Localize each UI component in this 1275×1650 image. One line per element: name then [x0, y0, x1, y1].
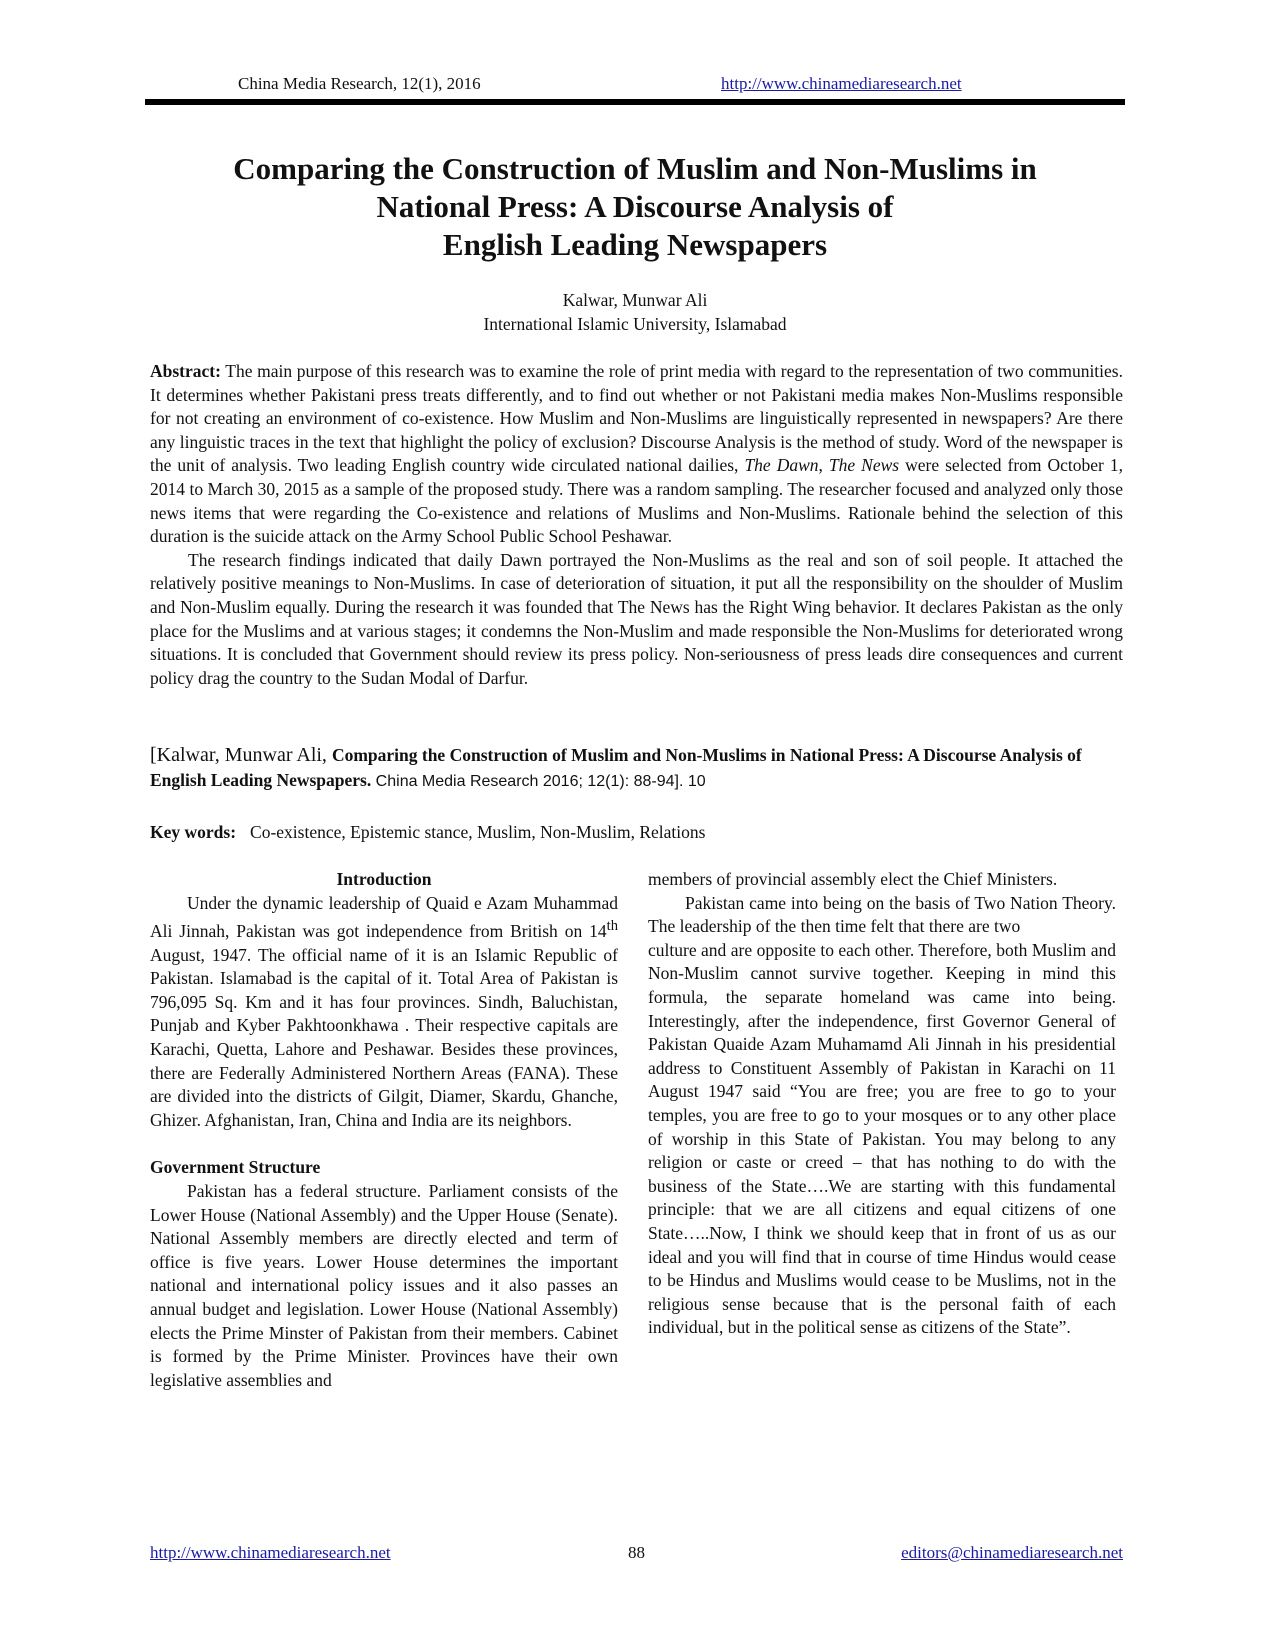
abstract-label: Abstract:: [150, 361, 221, 381]
left-column: [150, 868, 618, 1392]
footer-url-link[interactable]: http://www.chinamediaresearch.net: [150, 1543, 391, 1562]
citation-source: China Media Research 2016; 12(1): 88-94]. 10: [371, 773, 706, 790]
page-number: 88: [628, 1543, 645, 1562]
author-block: [145, 288, 1125, 336]
abstract-text: ,: [818, 455, 829, 476]
abstract-text: The main purpose of this research was to examine the role of print media with regard to the representation of two communities. It determines whether Pakistani press treats differently, and to find out whether or not Pakistani media makes Non-Muslims responsible for not creating an environment of co-existence. How Muslim and Non-Muslims are linguistically represented in newspapers? Are there any linguistic traces in the text that highlight the policy of exclusion? Discourse Analysis is the method of study. Word of the newspaper is the unit of analysis. Two leading English country wide circulated national dailies,: [150, 361, 1123, 476]
keywords-text: Co-existence, Epistemic stance, Muslim, Non-Muslim, Relations: [250, 822, 706, 842]
keywords: [150, 822, 1123, 843]
header-rule: [145, 99, 1125, 105]
title-line-2: National Press: A Discourse Analysis of: [376, 189, 894, 224]
abstract-paragraph-1: [150, 360, 1123, 549]
introduction-paragraph: [150, 892, 618, 1133]
page-footer: [150, 1543, 1123, 1567]
newspaper-news: The News: [828, 455, 900, 476]
keywords-label: Key words:: [150, 822, 237, 842]
abstract: [150, 360, 1123, 690]
citation-title: Comparing the Construction of Muslim and Non-Muslims in National Press: A Discourse Analysis of English Leading Newspapers.: [150, 745, 1082, 790]
intro-text: Under the dynamic leadership of Quaid e Azam Muhammad Ali Jinnah, Pakistan was got independence from British on 14: [150, 892, 618, 942]
header-url-link[interactable]: http://www.chinamediaresearch.net: [721, 74, 962, 93]
title-line-3: English Leading Newspapers: [442, 227, 828, 262]
continued-paragraph: members of provincial assembly elect the Chief Ministers.: [648, 869, 1058, 889]
right-column: [648, 868, 1116, 1340]
abstract-text: were selected from October 1, 2014 to March 30, 2015 as a sample of the proposed study. There was a random sampling. The researcher focused and analyzed only those news items that were regarding the Co-existence and relations of Muslims and Non-Muslims. Rationale behind the selection of this duration is the suicide attack on the Army School Public School Peshawar.: [150, 455, 1124, 547]
introduction-heading: Introduction: [336, 869, 432, 889]
author-affiliation: International Islamic University, Islamabad: [483, 314, 787, 334]
running-header: [145, 74, 1125, 98]
newspaper-dawn: The Dawn: [744, 455, 819, 476]
paper-title: [145, 150, 1125, 264]
journal-citation: China Media Research, 12(1), 2016: [238, 74, 481, 93]
abstract-paragraph-2: The research findings indicated that daily Dawn portrayed the Non-Muslims as the real and son of soil people. It attached the relatively positive meanings to Non-Muslims. In case of deterioration of situation, it put all the responsibility on the shoulder of Muslim and Non-Muslim equally. During the research it was founded that The News has the Right Wing behavior. It declares Pakistan as the only place for the Muslims and at various stages; it condemns the Non-Muslim and made responsible the Non-Muslims for deteriorated wrong situations. It is concluded that Government should review its press policy. Non-seriousness of press leads dire consequences and current policy drag the country to the Sudan Modal of Darfur.: [150, 549, 1123, 688]
government-structure-paragraph: Pakistan has a federal structure. Parliament consists of the Lower House (National Assembly) and the Upper House (Senate). National Assembly members are directly elected and term of office is five years. Lower House determines the important national and international policy issues and it also passes an annual budget and legislation. Lower House (National Assembly) elects the Prime Minster of Pakistan from their members. Cabinet is formed by the Prime Minister. Provinces have their own legislative assemblies and: [150, 1180, 618, 1390]
author-name: Kalwar, Munwar Ali: [562, 290, 708, 310]
citation-author: [Kalwar, Munwar Ali,: [150, 744, 332, 766]
ordinal-suffix: th: [606, 918, 618, 935]
section-gap: [150, 1132, 618, 1156]
intro-text: August, 1947. The official name of it is an Islamic Republic of Pakistan. Islamabad is the capital of it. Total Area of Pakistan is 796,095 Sq. Km and it has four provinces. Sindh, Baluchistan, Punjab and Kyber Pakhtoonkhawa . Their respective capitals are Karachi, Quetta, Lahore and Peshawar. Besides these provinces, there are Federally Administered Northern Areas (FANA). These are divided into the districts of Gilgit, Diamer, Skardu, Ghanche, Ghizer. Afghanistan, Iran, China and India are its neighbors.: [150, 944, 618, 1130]
citation: [150, 743, 1123, 794]
government-structure-heading: Government Structure: [150, 1157, 321, 1178]
two-nation-paragraph: Pakistan came into being on the basis of Two Nation Theory. The leadership of the then time felt that there are two: [648, 892, 1116, 937]
footer-email-link[interactable]: editors@chinamediaresearch.net: [901, 1543, 1123, 1562]
title-line-1: Comparing the Construction of Muslim and Non-Muslims in: [233, 151, 1037, 186]
jinnah-quote-paragraph: culture and are opposite to each other. Therefore, both Muslim and Non-Muslim cannot survive together. Keeping in mind this formula, the separate homeland was came into being. Interestingly, after the independence, first Governor General of Pakistan Quaide Azam Muhamamd Ali Jinnah in his presidential address to Constituent Assembly of Pakistan in Karachi on 11 August 1947 said “You are free; you are free to go to your temples, you are free to go to your mosques or to any other place of worship in this State of Pakistan. You may belong to any religion or caste or creed – that has nothing to do with the business of the State….We are starting with this fundamental principle: that we are all citizens and equal citizens of one State…..Now, I think we should keep that in front of us as our ideal and you will find that in course of time Hindus would cease to be Hindus and Muslims would cease to be Muslims, not in the religious sense because that is the personal faith of each individual, but in the political sense as citizens of the State”.: [648, 939, 1116, 1338]
